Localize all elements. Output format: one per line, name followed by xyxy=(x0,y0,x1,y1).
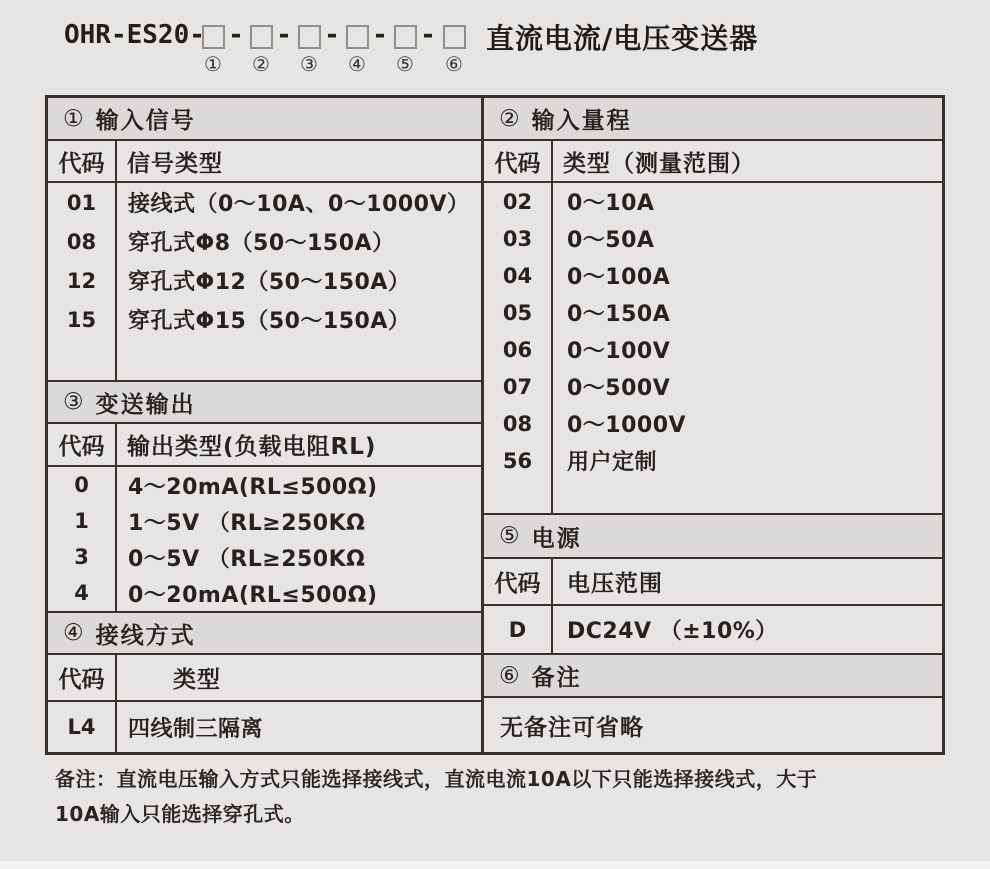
type-column-header: 输出类型(负载电阻RL) xyxy=(127,434,377,460)
column-header-row xyxy=(48,424,481,467)
type-cell: 穿孔式Φ15（50～150A） xyxy=(128,309,411,334)
model-code-separator: - xyxy=(324,20,340,50)
table-row xyxy=(48,222,481,261)
model-code-separator: - xyxy=(228,20,244,50)
table-row xyxy=(48,539,481,575)
code-cell xyxy=(484,479,553,513)
type-cell: 4～20mA(RL≤500Ω) xyxy=(128,474,378,500)
type-cell: 0～500V xyxy=(567,376,671,401)
section-title: 输入信号 xyxy=(95,108,196,134)
type-cell: 0～100A xyxy=(567,265,671,290)
code-column-header: 代码 xyxy=(484,559,553,604)
section-header-output xyxy=(48,382,481,424)
footnote xyxy=(55,762,945,832)
type-column-header: 类型 xyxy=(173,667,221,693)
type-cell: 0～100V xyxy=(567,339,671,364)
type-cell xyxy=(117,339,481,380)
column-header-row xyxy=(484,141,942,183)
code-cell: 3 xyxy=(48,539,117,575)
code-cell: 02 xyxy=(484,183,553,220)
product-title: 直流电流/电压变送器 xyxy=(486,22,759,55)
section-title: 电源 xyxy=(531,525,582,552)
empty-row xyxy=(484,479,942,513)
code-cell: 06 xyxy=(484,331,553,368)
table-row xyxy=(48,575,481,611)
type-cell: 穿孔式Φ8（50～150A） xyxy=(128,231,395,256)
model-code-box-5 xyxy=(394,25,417,49)
model-code-separator: - xyxy=(276,20,292,50)
model-code-prefix: OHR-ES20- xyxy=(64,20,205,50)
section-header-remark xyxy=(484,655,942,698)
model-code-separator: - xyxy=(420,20,436,50)
section-number: ⑥ xyxy=(499,662,520,689)
type-cell: 用户定制 xyxy=(567,450,658,475)
power-rows xyxy=(484,606,942,655)
footnote-line-1: 备注：直流电压输入方式只能选择接线式，直流电流10A以下只能选择接线式，大于 xyxy=(55,767,818,791)
empty-row xyxy=(48,339,481,380)
spec-table xyxy=(45,95,945,755)
output-rows xyxy=(48,467,481,613)
spec-table-left-column xyxy=(48,98,484,752)
table-row xyxy=(48,503,481,539)
model-code-box-2 xyxy=(250,25,273,49)
input-signal-rows xyxy=(48,183,481,382)
section-number: ③ xyxy=(63,389,84,415)
table-row xyxy=(484,442,942,479)
type-cell: DC24V （±10%） xyxy=(567,619,778,644)
code-cell: 56 xyxy=(484,442,553,479)
code-cell: 15 xyxy=(48,300,117,339)
type-cell: 1～5V （RL≥250KΩ xyxy=(128,510,366,536)
table-row xyxy=(484,368,942,405)
code-column-header: 代码 xyxy=(48,424,117,465)
table-row xyxy=(484,331,942,368)
model-code-separator: - xyxy=(372,20,388,50)
column-header-row xyxy=(484,559,942,606)
remark-note: 无备注可省略 xyxy=(500,714,644,741)
table-row xyxy=(484,257,942,294)
section-number: ② xyxy=(499,105,520,132)
type-column-header: 电压范围 xyxy=(567,571,663,597)
section-title: 变送输出 xyxy=(95,391,196,418)
type-cell: 0～10A xyxy=(567,191,655,216)
model-code-box-6 xyxy=(443,25,466,49)
table-row xyxy=(484,220,942,257)
position-marker-3: ③ xyxy=(300,52,318,76)
type-cell: 四线制三隔离 xyxy=(128,716,264,742)
input-range-rows xyxy=(484,183,942,515)
footnote-line-2: 10A输入只能选择穿孔式。 xyxy=(55,802,305,826)
section-title: 备注 xyxy=(531,665,582,691)
section-header-wiring xyxy=(48,613,481,655)
section-header-input-range xyxy=(484,98,942,141)
bottom-strip xyxy=(0,861,990,869)
table-row xyxy=(484,294,942,331)
section-title: 输入量程 xyxy=(531,108,632,134)
table-row xyxy=(48,702,481,752)
code-cell: 08 xyxy=(48,222,117,261)
table-row xyxy=(48,261,481,300)
section-number: ① xyxy=(63,105,84,132)
code-column-header: 代码 xyxy=(48,655,117,700)
type-column-header: 信号类型 xyxy=(127,150,223,177)
code-cell: L4 xyxy=(48,702,117,752)
section-number: ④ xyxy=(63,620,84,646)
table-row xyxy=(48,467,481,503)
code-cell: 04 xyxy=(484,257,553,294)
table-row xyxy=(484,183,942,220)
code-cell: 01 xyxy=(48,183,117,222)
table-row xyxy=(484,606,942,653)
position-marker-2: ② xyxy=(252,52,270,76)
type-cell: 0～50A xyxy=(567,228,655,253)
code-cell: 08 xyxy=(484,405,553,442)
type-cell: 接线式（0～10A、0～1000V） xyxy=(128,192,470,217)
type-column-header: 类型（测量范围） xyxy=(563,150,755,177)
column-header-row xyxy=(48,141,481,183)
code-cell: 0 xyxy=(48,467,117,503)
spec-table-right-column xyxy=(484,98,942,752)
code-cell: 12 xyxy=(48,261,117,300)
section-number: ⑤ xyxy=(499,523,520,549)
type-cell: 穿孔式Φ12（50～150A） xyxy=(128,270,411,295)
type-cell: 0～5V （RL≥250KΩ xyxy=(128,546,366,572)
model-code-box-4 xyxy=(346,25,369,49)
type-cell: 0～150A xyxy=(567,302,671,327)
model-code-box-3 xyxy=(298,25,321,49)
code-column-header: 代码 xyxy=(484,141,553,181)
section-title: 接线方式 xyxy=(95,622,196,649)
code-cell: 4 xyxy=(48,575,117,611)
code-cell: 07 xyxy=(484,368,553,405)
position-marker-4: ④ xyxy=(348,52,366,76)
position-marker-6: ⑥ xyxy=(445,52,463,76)
table-row xyxy=(48,183,481,222)
code-cell: D xyxy=(484,606,553,653)
type-cell: 0～20mA(RL≤500Ω) xyxy=(128,582,378,608)
section-header-power xyxy=(484,515,942,559)
table-row xyxy=(484,405,942,442)
code-cell: 1 xyxy=(48,503,117,539)
code-cell: 05 xyxy=(484,294,553,331)
code-cell: 03 xyxy=(484,220,553,257)
code-column-header: 代码 xyxy=(48,141,117,181)
wiring-rows xyxy=(48,702,481,752)
code-cell xyxy=(48,339,117,380)
section-header-input-signal xyxy=(48,98,481,141)
table-row xyxy=(48,300,481,339)
model-code-box-1 xyxy=(202,25,225,49)
type-cell xyxy=(553,479,942,513)
position-marker-5: ⑤ xyxy=(396,52,414,76)
type-cell: 0～1000V xyxy=(567,413,687,438)
position-marker-1: ① xyxy=(204,52,222,76)
column-header-row xyxy=(48,655,481,702)
